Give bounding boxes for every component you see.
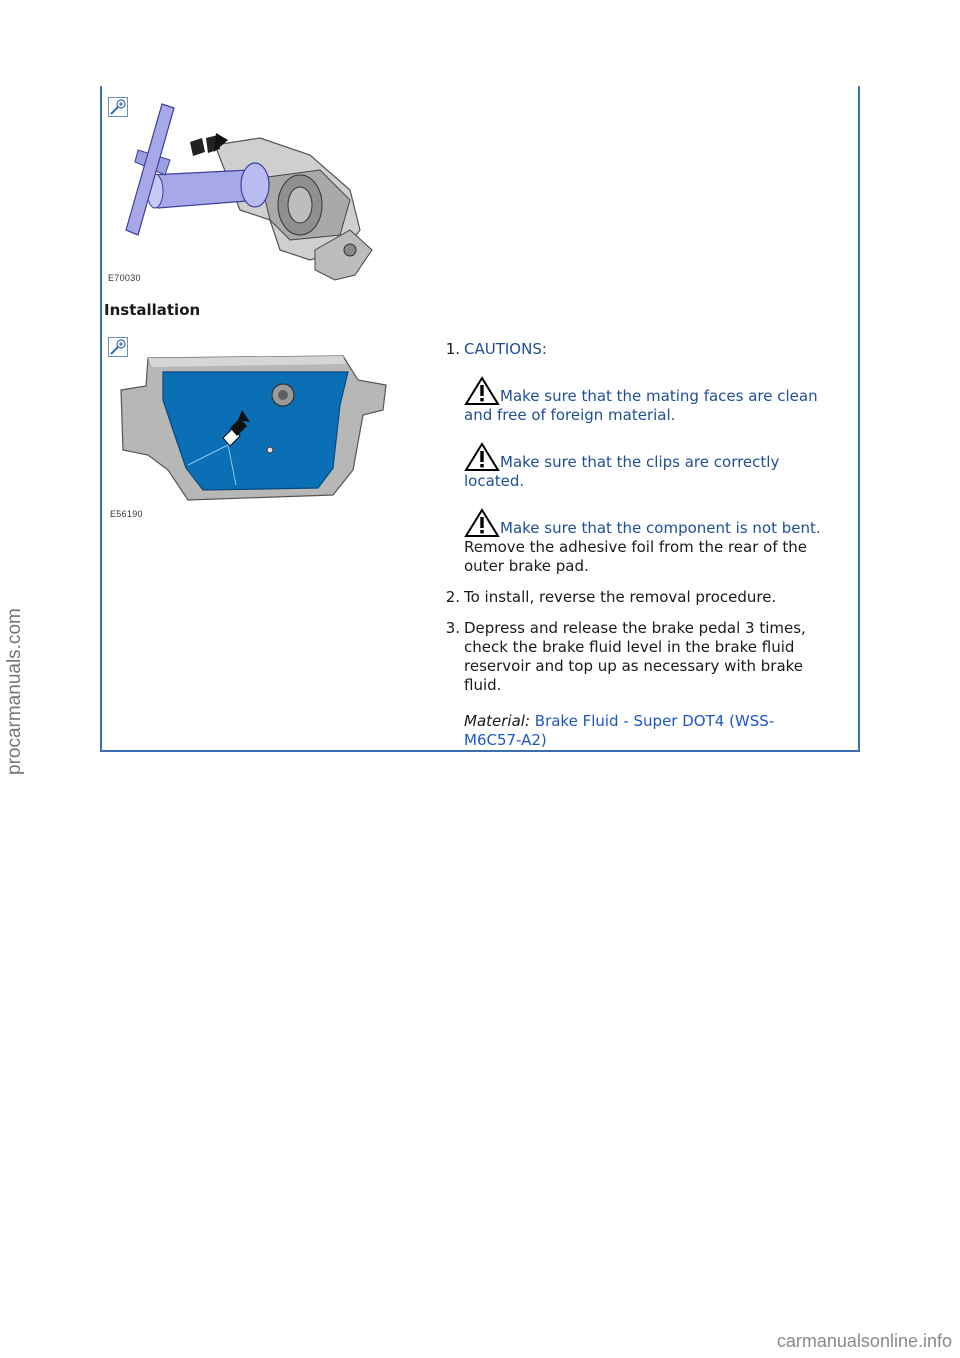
step-text: To install, reverse the removal procedure. (464, 588, 777, 606)
procedure-steps (430, 340, 830, 750)
step-number: 1. (445, 340, 460, 358)
cautions-title: CAUTIONS: (464, 340, 547, 358)
step-text: Remove the adhesive foil from the rear of the outer brake pad. (464, 538, 807, 575)
caution-text: Make sure that the clips are correctly located. (464, 453, 780, 490)
material-link[interactable]: Brake Fluid - Super DOT4 (WSS-M6C57-A2) (464, 712, 775, 749)
brake-pad-illustration[interactable] (118, 350, 388, 510)
warning-triangle-icon (464, 376, 500, 406)
step-number: 3. (445, 619, 460, 637)
step-3 (430, 619, 830, 750)
caution-item (464, 508, 830, 538)
caution-item (464, 376, 830, 425)
step-text: Depress and release the brake pedal 3 times, check the brake fluid level in the brake fluid reservoir and top up as necessary with brake fluid. (464, 619, 806, 694)
step-1 (430, 340, 830, 576)
warning-triangle-icon (464, 442, 500, 472)
material-label: Material: (464, 712, 530, 730)
warning-triangle-icon (464, 508, 500, 538)
side-watermark: procarmanuals.com (4, 608, 25, 775)
bottom-watermark: carmanualsonline.info (776, 1331, 952, 1351)
caution-text: Make sure that the component is not bent. (500, 519, 821, 537)
figure-label: E70030 (108, 273, 141, 283)
figure-label: E56190 (110, 509, 143, 519)
caliper-piston-tool-illustration[interactable] (110, 100, 380, 285)
step-2 (430, 588, 830, 607)
step-number: 2. (445, 588, 460, 606)
material-spec (464, 712, 830, 750)
section-heading: Installation (104, 301, 201, 319)
caution-item (464, 442, 830, 491)
caution-text: Make sure that the mating faces are clean and free of foreign material. (464, 387, 818, 424)
